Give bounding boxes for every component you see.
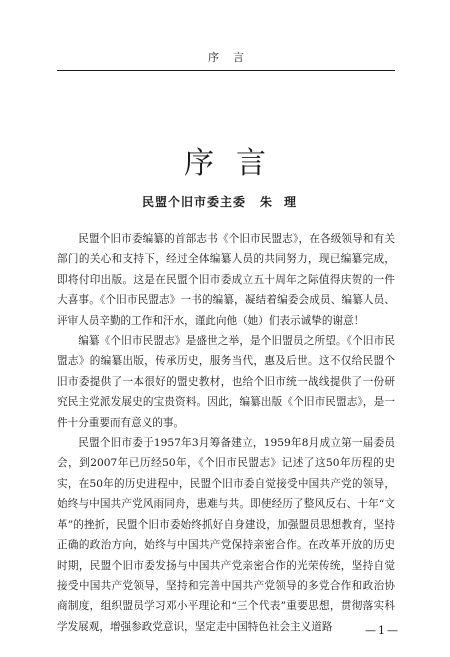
byline (0, 193, 450, 210)
page-number: —1— (365, 624, 400, 637)
running-header: 序言 (208, 51, 258, 64)
body-text (57, 229, 395, 637)
paragraph-2: 编纂《个旧市民盟志》是盛世之举，是个旧盟员之所望。《个旧市民盟志》的编纂出版，传承历史，服务当代，惠及后世。这不仅给民盟个旧市委提供了一本很好的盟史教材，也给个旧市统一战线提供了一份研究民主党派发展史的宝贵资料。因此，编纂出版《个旧市民盟志》，是一件十分重要而有意义的事。 (57, 335, 395, 429)
author-name: 朱理 (260, 195, 309, 209)
paragraph-3: 民盟个旧市委于1957年3月筹备建立，1959年8月成立第一届委员会，到2007年已历经50年，《个旧市民盟志》记述了这50年历程的史实，在50年的历史进程中，民盟个旧市委自觉接受中国共产党的领导，始终与中国共产党风雨同舟，患难与共。即使经历了整风反右、十年“文革”的挫折，民盟个旧市委始终抓好自身建设，加强盟员思想教育，坚持正确的政治方向，始终与中国共产党保持亲密合作。在改革开放的历史时期，民盟个旧市委发扬与中国共产党亲密合作的光荣传统，坚持自觉接受中国共产党领导，坚持和完善中国共产党领导的多党合作和政治协商制度，组织盟员学习邓小平理论和“三个代表”重要思想，贯彻落实科学发展观，增强参政党意识，坚定走中国特色社会主义道路 (57, 437, 395, 633)
author-position: 民盟个旧市委主委 (141, 195, 246, 209)
paragraph-1: 民盟个旧市委编纂的首部志书《个旧市民盟志》，在各级领导和有关部门的关心和支持下，经过全体编纂人员的共同努力，现已编纂完成，即将付印出版。这是在民盟个旧市委成立五十周年之际值得庆贺的一件大喜事。《个旧市民盟志》一书的编纂，凝结着编委会成员、编纂人员、评审人员辛勤的工作和汗水，谨此向他（她）们表示诚挚的谢意！ (57, 233, 395, 327)
header-rule (57, 70, 395, 71)
page-title: 序言 (184, 146, 288, 182)
